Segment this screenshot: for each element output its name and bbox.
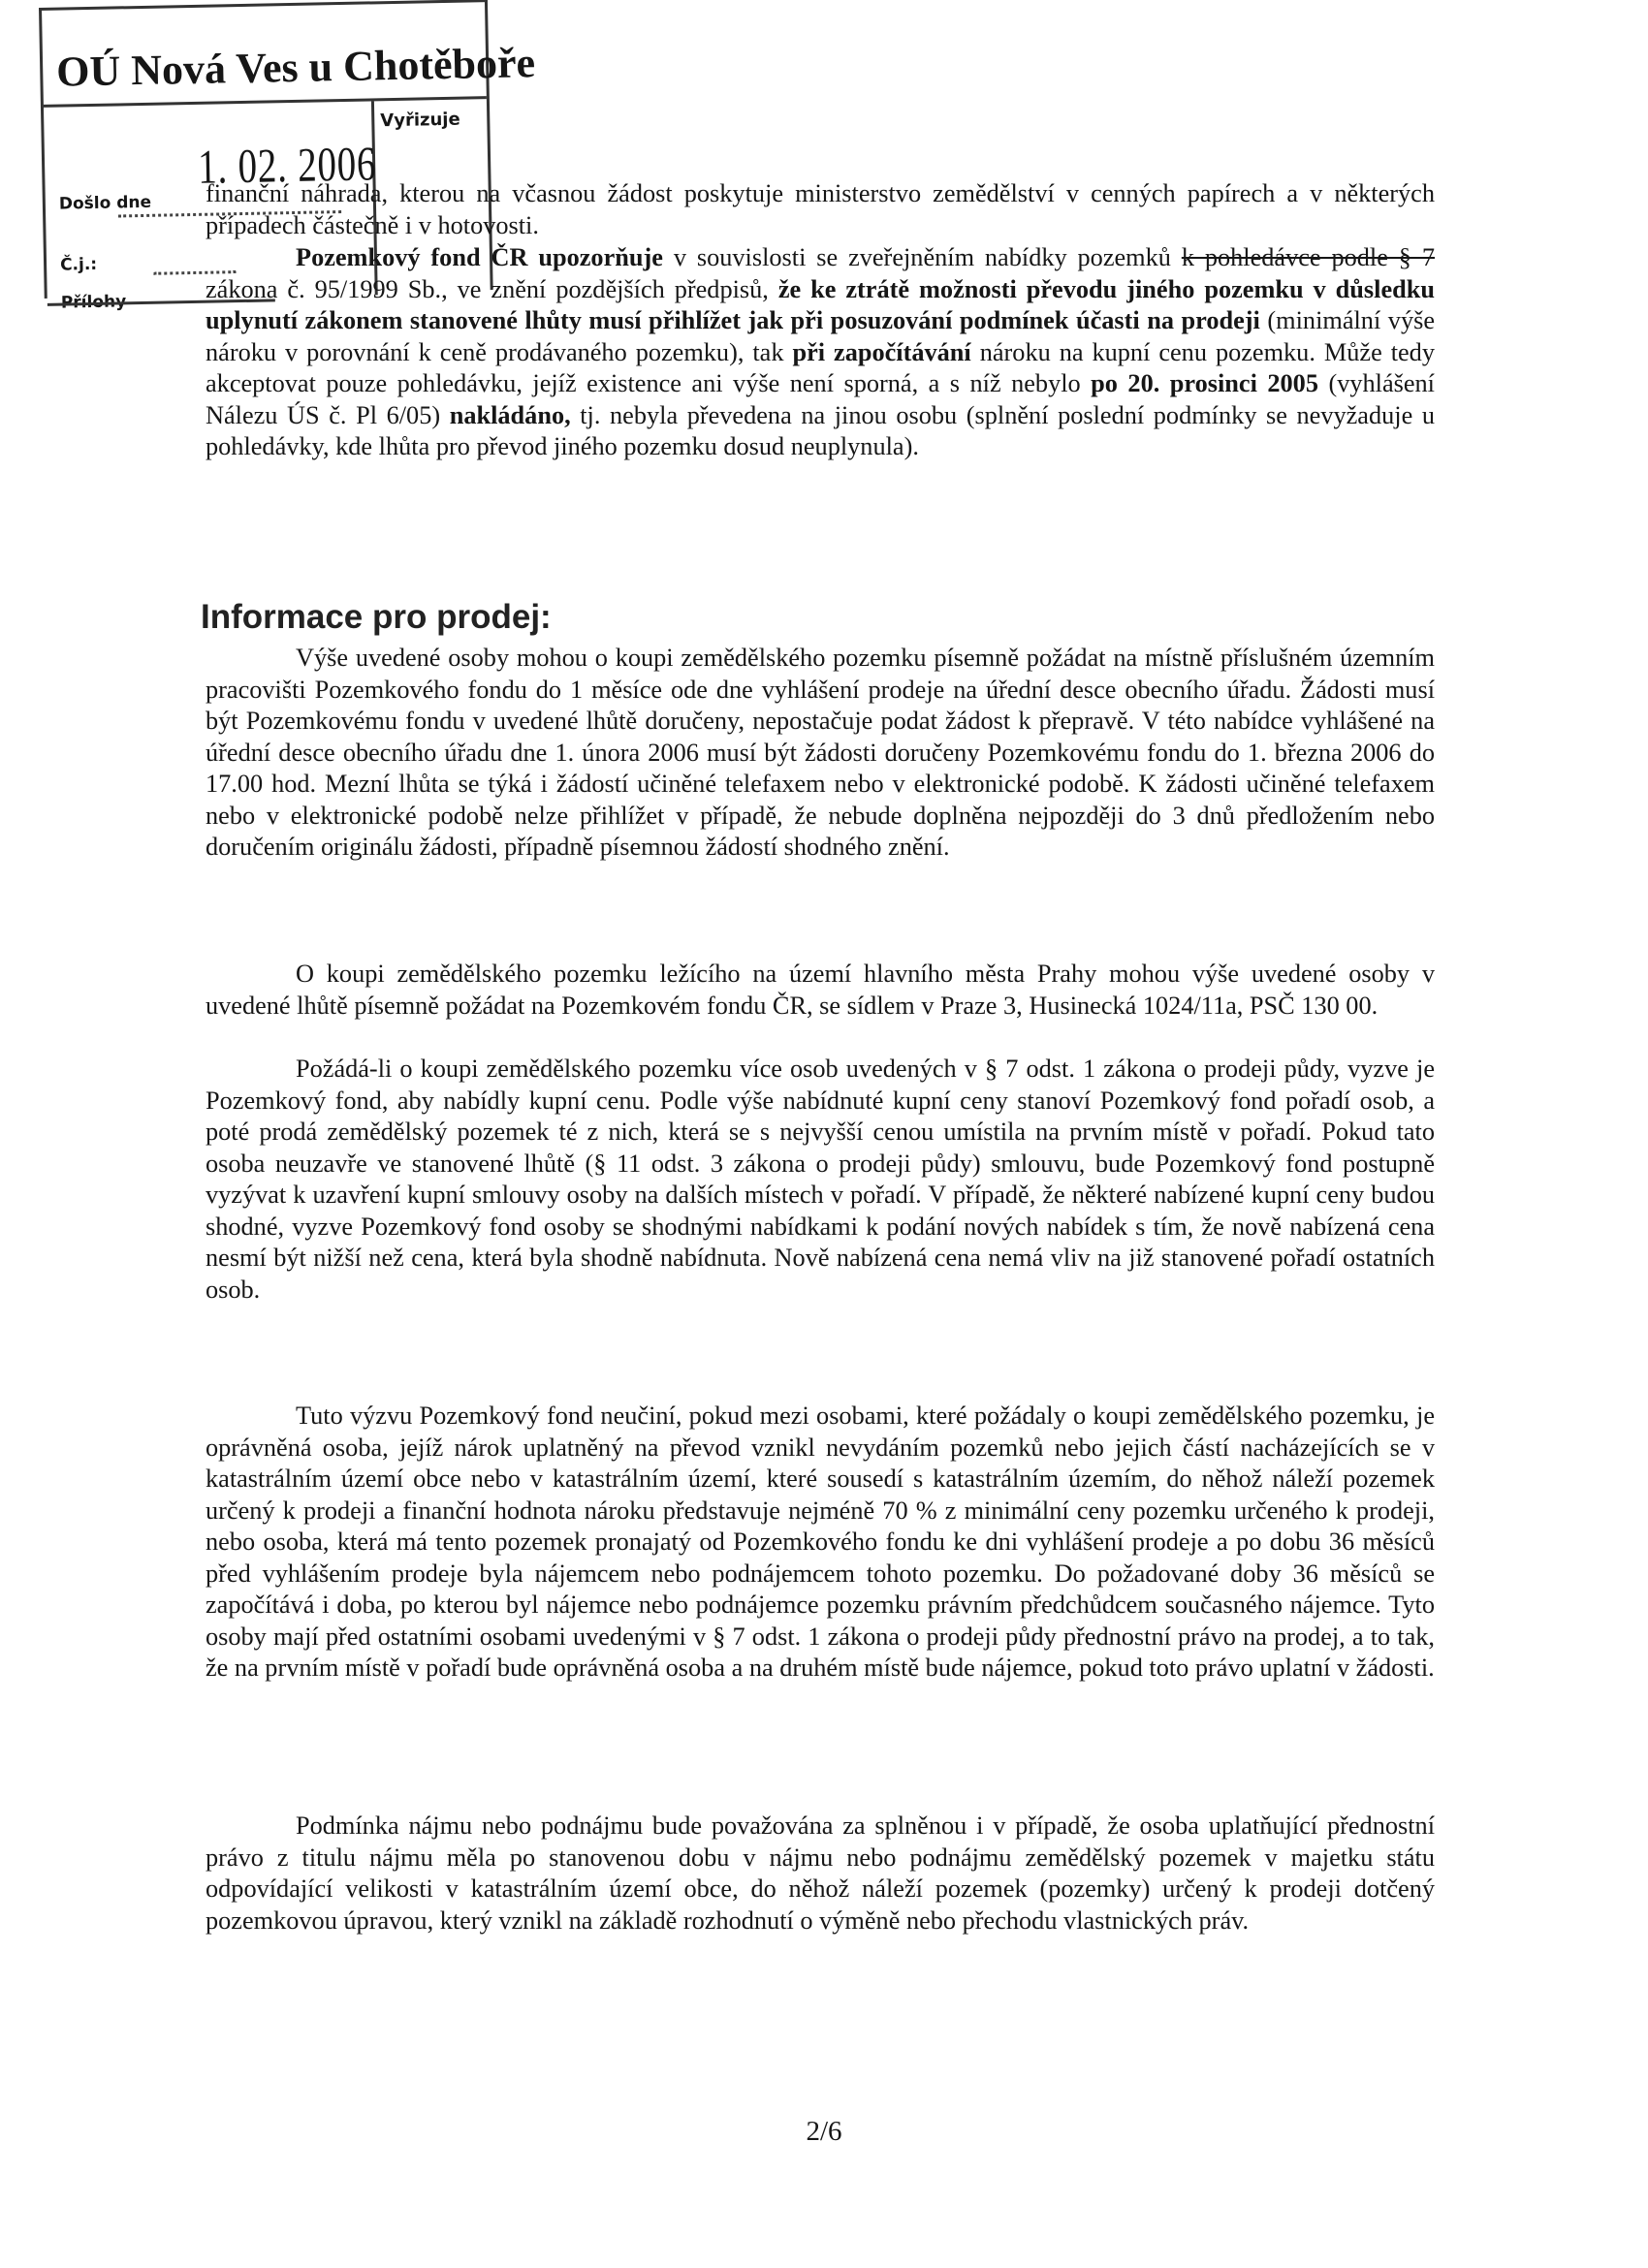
notice-bold-2: že ke ztrátě možnosti převodu jiného pozemku v důsledku uplynutí zákonem stanovené lhůty musí přihlížet jak při posuzování podmínek účasti na prodeji bbox=[206, 274, 1435, 334]
notice-struck-text: k pohledávce podle § 7 bbox=[1181, 243, 1435, 271]
notice-text-4: nároku na kupní cenu pozemku. Může tedy akceptovat pouze pohledávku, jejíž existence ani výše není sporná, a s níž nebylo bbox=[206, 337, 1435, 397]
notice-text-3: (minimální výše nároku v porovnání k ceně prodávaného pozemku), tak bbox=[206, 306, 1435, 366]
stamp-received-date: 1. 02. 2006 bbox=[197, 136, 377, 194]
stamp-vyrizuje-label: Vyřizuje bbox=[380, 109, 460, 132]
notice-bold-4: po 20. prosinci 2005 bbox=[1091, 369, 1318, 397]
body-paragraph-2: O koupi zemědělského pozemku ležícího na území hlavního města Prahy mohou výše uvedené osoby v uvedené lhůtě písemně požádat na Pozemkovém fondu ČR, se sídlem v Praze 3, Husinecká 1024/11a, PSČ 130 00. bbox=[206, 960, 1435, 1020]
notice-paragraph bbox=[206, 242, 1435, 463]
stamp-office-name: OÚ Nová Ves u Chotěboře bbox=[42, 2, 487, 108]
page-number: 2/6 bbox=[806, 2116, 842, 2147]
notice-text-2: zákona č. 95/1999 Sb., ve znění pozdějších předpisů, bbox=[206, 274, 778, 303]
stamp-doslo-dne-label: Došlo dne bbox=[58, 192, 152, 214]
intro-text: finanční náhrada, kterou na včasnou žádost poskytuje ministerstvo zemědělství v cenných papírech a v některých případech částečně i v hotovosti. bbox=[206, 179, 1435, 239]
body-paragraph-5: Podmínka nájmu nebo podnájmu bude považována za splněnou i v případě, že osoba uplatňující přednostní právo z titulu nájmu měla po stanovenou dobu v nájmu nebo podnájmu zemědělský pozemek v majetku státu odpovídající velikosti v katastrálním území obce, do něhož náleží pozemek (pozemky) určený k prodeji dotčený pozemkovou úpravou, který vznikl na základě rozhodnutí o výměně nebo přechodu vlastnických práv. bbox=[206, 1811, 1435, 1935]
stamp-cj-label: Č.j.: bbox=[59, 254, 98, 275]
notice-bold-1: Pozemkový fond ČR upozorňuje bbox=[296, 243, 663, 271]
notice-bold-3: při započítávání bbox=[792, 337, 971, 366]
notice-text-5: (vyhlášení Nálezu ÚS č. Pl 6/05) bbox=[206, 369, 1435, 429]
intro-paragraph-compensation bbox=[206, 178, 1435, 241]
body-paragraph-3: Požádá-li o koupi zemědělského pozemku více osob uvedených v § 7 odst. 1 zákona o prodeji půdy, vyzve je Pozemkový fond, aby nabídly kupní cenu. Podle výše nabídnuté kupní ceny stanoví Pozemkový fond pořadí osob, a poté prodá zemědělský pozemek té z nich, která se s nejvyšší cenou umístila na prvním místě v pořadí. Pokud tato osoba neuzavře ve stanovené lhůtě (§ 11 odst. 3 zákona o prodeji půdy) smlouvu, bude Pozemkový fond postupně vyzývat k uzavření kupní smlouvy osoby na dalších místech v pořadí. V případě, že některé nabízené kupní ceny budou shodné, vyzve Pozemkový fond osoby se shodnými nabídkami k podání nových nabídek s tím, že nově nabízená cena nesmí být nižší než cena, která byla shodně nabídnuta. Nově nabízená cena nemá vliv na již stanovené pořadí ostatních osob. bbox=[206, 1055, 1435, 1304]
body-paragraph-1: Výše uvedené osoby mohou o koupi zemědělského pozemku písemně požádat na místně příslušném územním pracovišti Pozemkového fondu do 1 měsíce ode dne vyhlášení prodeje na úřední desce obecního úřadu. Žádosti musí být Pozemkovému fondu v uvedené lhůtě doručeny, nepostačuje podat žádost k přepravě. V této nabídce vyhlášené na úřední desce obecního úřadu dne 1. února 2006 musí být žádosti doručeny Pozemkovému fondu do 1. března 2006 do 17.00 hod. Mezní lhůta se týká i žádostí učiněné telefaxem nebo v elektronické podobě. K žádosti učiněné telefaxem nebo v elektronické podobě nelze přihlížet v případě, že nebude doplněna nejpozději do 3 dnů předložením nebo doručením originálu žádosti, případně písemnou žádostí shodného znění. bbox=[206, 644, 1435, 861]
section-heading: Informace pro prodej: bbox=[201, 598, 552, 636]
notice-text-6: tj. nebyla převedena na jinou osobu (splnění poslední podmínky se nevyžaduje u pohledávky, kde lhůta pro převod jiného pozemku dosud neuplynula). bbox=[206, 400, 1435, 460]
body-paragraph-4: Tuto výzvu Pozemkový fond neučiní, pokud mezi osobami, které požádaly o koupi zemědělského pozemku, je oprávněná osoba, jejíž nárok uplatněný na převod vznikl nevydáním pozemků nebo jejich částí nacházejících se v katastrálním území obce nebo v katastrálním území, které sousedí s katastrálním územím, do něhož náleží pozemek určený k prodeji a finanční hodnota nároku představuje nejméně 70 % z minimální ceny pozemku určeného k prodeji, nebo osoba, která má tento pozemek pronajatý od Pozemkového fondu ke dni vyhlášení prodeje a po dobu 36 měsíců před vyhlášením prodeje byla nájemcem nebo podnájemcem tohoto pozemku. Do požadované doby 36 měsíců se započítává i doba, po kterou byl nájemce nebo podnájemce pozemku právním předchůdcem současného nájemce. Tyto osoby mají před ostatními osobami uvedenými v § 7 odst. 1 zákona o prodeji půdy přednostní právo na prodej, a to tak, že na prvním místě v pořadí bude oprávněná osoba a na druhém místě bude nájemce, pokud toto právo uplatní v žádosti. bbox=[206, 1402, 1435, 1682]
notice-text-1: v souvislosti se zveřejněním nabídky pozemků bbox=[662, 243, 1182, 271]
notice-bold-5: nakládáno, bbox=[449, 400, 571, 429]
